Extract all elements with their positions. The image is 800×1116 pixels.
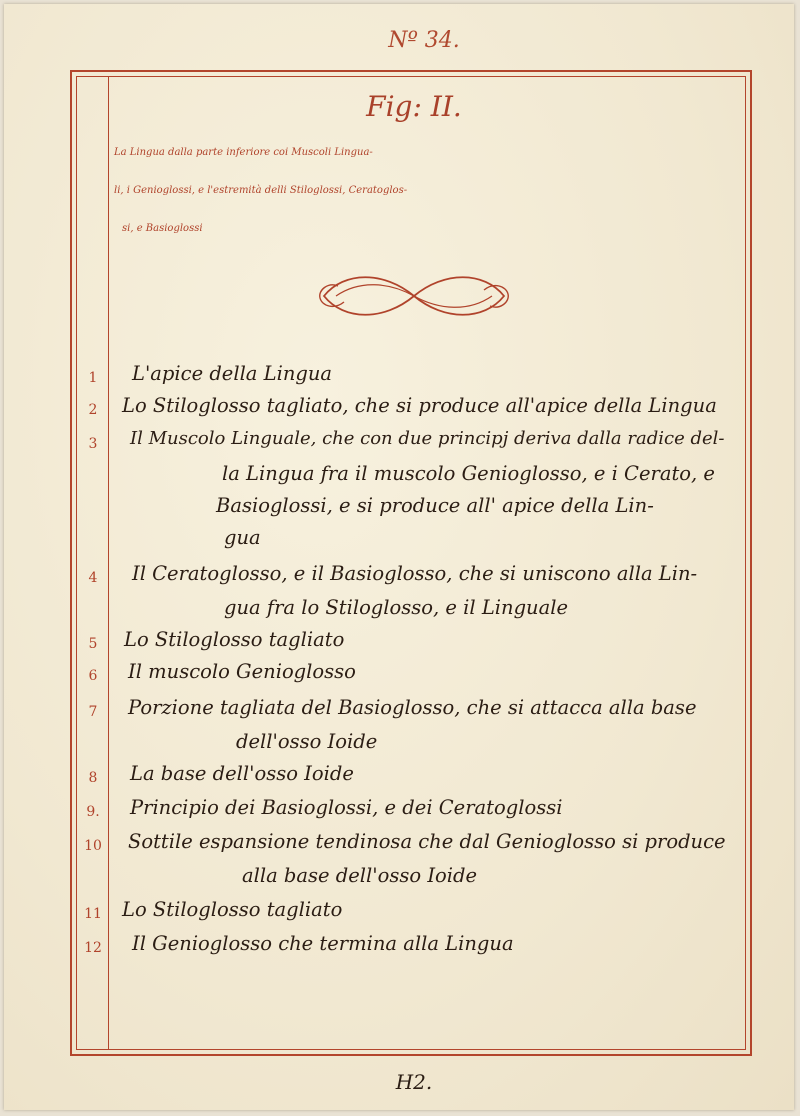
entry-number: 12 [84,940,102,956]
entry-number: 11 [84,906,102,922]
entry-number: 9. [86,804,100,820]
entry-number: 10 [84,838,102,854]
title-line: si, e Basioglossi [122,223,203,234]
entry-number: 2 [88,402,98,418]
entry-text-line: alla base dell'osso Ioide [242,864,478,887]
title-line: li, i Genioglossi, e l'estremità delli Stiloglossi, Ceratoglos- [114,185,408,196]
number-margin-line [108,76,109,1050]
entry-text-line: Il Genioglosso che termina alla Lingua [132,932,514,955]
entry-text-line: La base dell'osso Ioide [130,762,354,785]
entry-text-line: Il Ceratoglosso, e il Basioglosso, che si uniscono alla Lin- [132,562,698,585]
folio-mark: H2. [395,1070,433,1094]
entry-text-line: Sottile espansione tendinosa che dal Genioglosso si produce [128,830,726,853]
entry-number: 3 [88,436,98,452]
entry-text-line: la Lingua fra il muscolo Genioglosso, e i Cerato, e [222,462,715,485]
calligraphic-flourish [314,266,514,326]
figure-label: Fig: II. [366,90,462,123]
page-title [114,134,744,248]
entry-text-line: Basioglossi, e si produce all' apice della Lin- [216,494,654,517]
title-line: La Lingua dalla parte inferiore coi Muscoli Lingua- [114,147,373,158]
entry-number: 6 [88,668,98,684]
entry-number: 8 [88,770,98,786]
entry-text-line: L'apice della Lingua [132,362,333,385]
entry-text-line: Lo Stiloglosso tagliato, che si produce all'apice della Lingua [122,394,717,417]
entry-text-line: Principio dei Basioglossi, e dei Ceratoglossi [130,796,563,819]
entry-number: 1 [88,370,98,386]
entry-text-line: gua fra lo Stiloglosso, e il Linguale [224,596,569,619]
entry-text-line: Lo Stiloglosso tagliato [124,628,345,651]
entry-text-line: Il muscolo Genioglosso [128,660,356,683]
entry-text-line: Porzione tagliata del Basioglosso, che si attacca alla base [128,696,697,719]
entry-text-line: dell'osso Ioide [236,730,378,753]
entry-text-line: gua [224,526,261,549]
entry-text-line: Lo Stiloglosso tagliato [122,898,343,921]
entry-number: 4 [88,570,98,586]
sheet-number: Nº 34. [388,28,460,53]
manuscript-page [4,4,794,1110]
entry-text-line: Il Muscolo Linguale, che con due principj deriva dalla radice del- [130,428,725,449]
entry-number: 7 [88,704,98,720]
entry-number: 5 [88,636,98,652]
